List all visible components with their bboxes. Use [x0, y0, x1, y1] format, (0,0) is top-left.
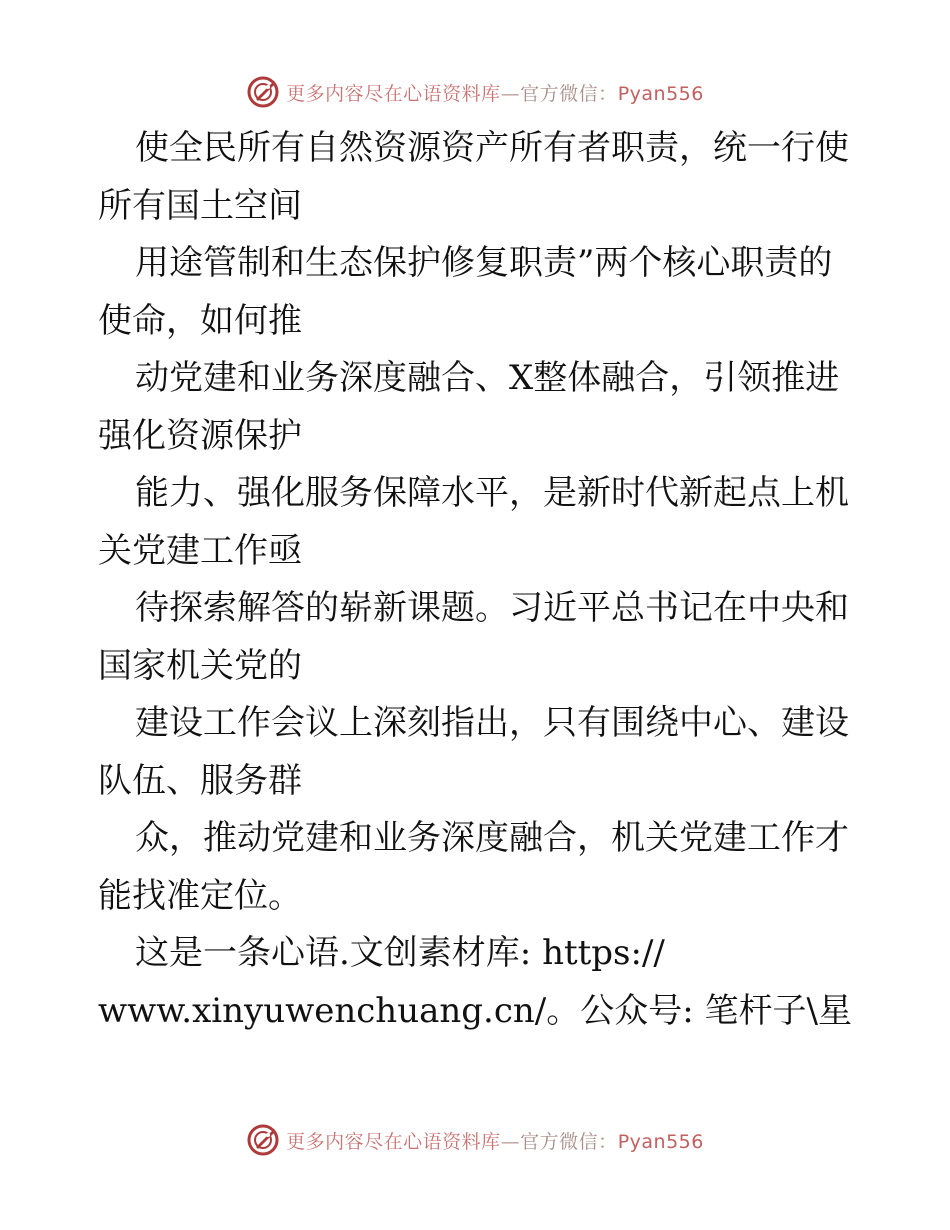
banner-wechat-id: Pyan556: [617, 82, 704, 105]
text-line: 所有国土空间: [98, 185, 302, 226]
text-line: 队伍、服务群: [98, 760, 302, 801]
xinyu-logo-icon: [246, 75, 280, 109]
banner-label: 官方微信：: [520, 1130, 618, 1153]
text-line: 待探索解答的崭新课题。习近平总书记在中央和: [135, 588, 849, 628]
banner-label: 官方微信：: [520, 82, 618, 105]
banner-separator: —: [500, 1130, 521, 1153]
text-line: 能力、强化服务保障水平，是新时代新起点上机: [135, 473, 849, 513]
text-line: 关党建工作亟: [98, 530, 302, 571]
footer-watermark: [0, 1120, 950, 1160]
header-watermark-text: [286, 79, 704, 106]
text-line: 能找准定位。: [98, 875, 302, 916]
footer-watermark-text: [286, 1127, 704, 1154]
text-line: 众，推动党建和业务深度融合，机关党建工作才: [135, 818, 849, 858]
text-line: 使命，如何推: [98, 300, 302, 341]
text-line: 建设工作会议上深刻指出，只有围绕中心、建设: [135, 703, 849, 743]
text-line: 使全民所有自然资源资产所有者职责，统一行使: [135, 128, 849, 168]
text-line: 这是一条心语.文创素材库: https://: [135, 933, 665, 973]
banner-wechat-id: Pyan556: [617, 1130, 704, 1153]
header-watermark: [0, 72, 950, 112]
banner-main: 更多内容尽在心语资料库: [286, 82, 501, 105]
text-line: 动党建和业务深度融合、X整体融合，引领推进: [135, 358, 840, 398]
banner-separator: —: [500, 82, 521, 105]
text-line: 强化资源保护: [98, 415, 302, 456]
xinyu-logo-icon: [246, 1123, 280, 1157]
text-line: www.xinyuwenchuang.cn/。公众号: 笔杆子\星: [98, 990, 852, 1031]
banner-main: 更多内容尽在心语资料库: [286, 1130, 501, 1153]
text-line: 用途管制和生态保护修复职责”两个核心职责的: [135, 243, 833, 283]
document-body: [98, 120, 858, 1040]
text-line: 国家机关党的: [98, 645, 302, 686]
